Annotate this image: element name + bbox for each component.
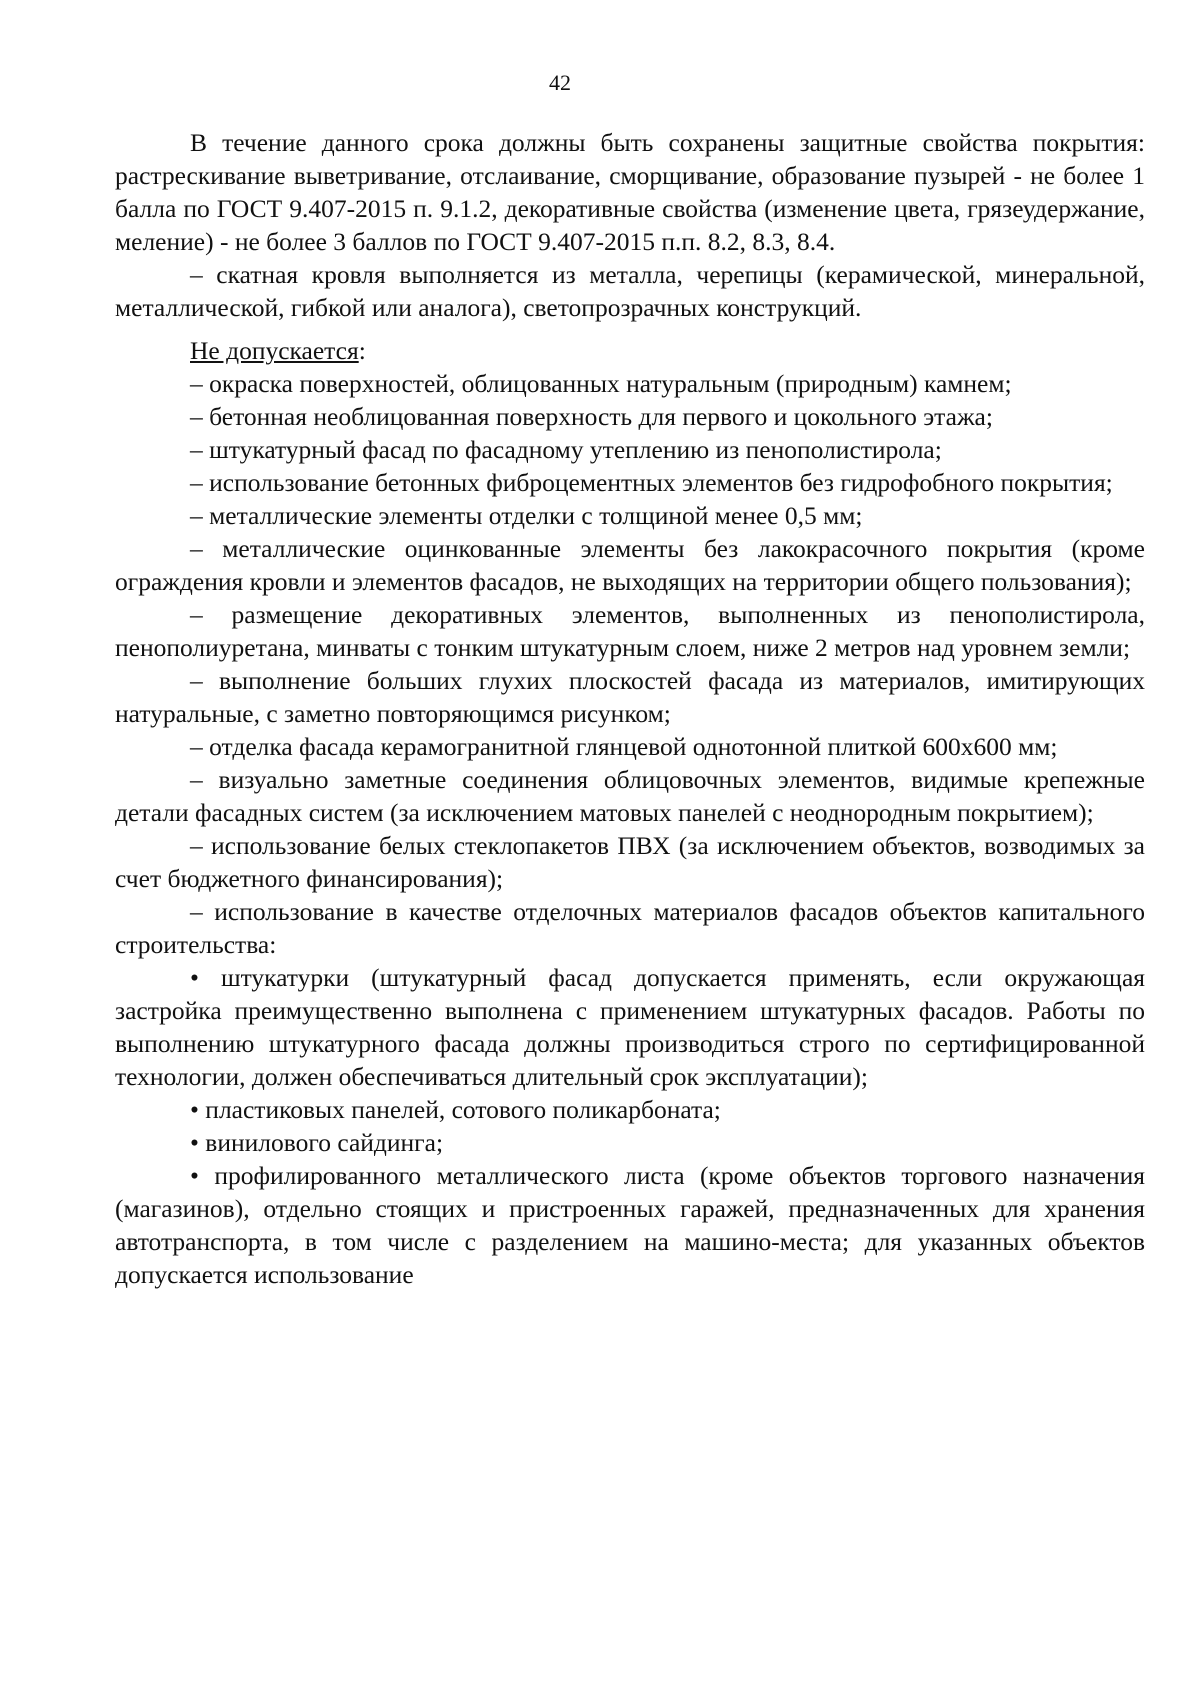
heading-colon: : <box>358 336 366 365</box>
list-item: – бетонная необлицованная поверхность для первого и цокольного этажа; <box>190 402 993 431</box>
paragraph: В течение данного срока должны быть сохранены защитные свойства покрытия: растрескивание выветривание, отслаивание, сморщивание, образование пузырей - не более 1 балла по ГОСТ 9.407-2015 п. 9.1.2, декоративные свойства (изменение цвета, грязеудержание, меление) - не более 3 баллов по ГОСТ 9.407-2015 п.п. 8.2, 8.3, 8.4. <box>115 128 1145 256</box>
heading-text: Не допускается <box>190 336 359 365</box>
list-item: – штукатурный фасад по фасадному утеплению из пенополистирола; <box>190 435 942 464</box>
paragraph: – скатная кровля выполняется из металла, черепицы (керамической, минеральной, металлической, гибкой или аналога), светопрозрачных конструкций. <box>115 260 1145 322</box>
list-item: – использование бетонных фиброцементных элементов без гидрофобного покрытия; <box>190 468 1113 497</box>
list-item: – размещение декоративных элементов, выполненных из пенополистирола, пенополиуретана, минваты с тонким штукатурным слоем, ниже 2 метров над уровнем земли; <box>115 600 1145 662</box>
list-item: – визуально заметные соединения облицовочных элементов, видимые крепежные детали фасадных систем (за исключением матовых панелей с неоднородным покрытием); <box>115 765 1145 827</box>
list-item: – отделка фасада керамогранитной глянцевой однотонной плиткой 600х600 мм; <box>190 732 1058 761</box>
bullet-item: • профилированного металлического листа (кроме объектов торгового назначения (магазинов), отдельно стоящих и пристроенных гаражей, предназначенных для хранения автотранспорта, в том числе с разделением на машино-места; для указанных объектов допускается использование <box>115 1161 1145 1289</box>
bullet-item: • пластиковых панелей, сотового поликарбоната; <box>190 1095 721 1124</box>
list-item: – выполнение больших глухих плоскостей фасада из материалов, имитирующих натуральные, с заметно повторяющимся рисунком; <box>115 666 1145 728</box>
list-item: – использование белых стеклопакетов ПВХ (за исключением объектов, возводимых за счет бюджетного финансирования); <box>115 831 1145 893</box>
list-item: – металлические элементы отделки с толщиной менее 0,5 мм; <box>190 501 863 530</box>
section-heading <box>115 334 1145 367</box>
list-item: – окраска поверхностей, облицованных натуральным (природным) камнем; <box>190 369 1012 398</box>
bullet-item: • штукатурки (штукатурный фасад допускается применять, если окружающая застройка преимущественно выполнена с применением штукатурных фасадов. Работы по выполнению штукатурного фасада должны производиться строго по сертифицированной технологии, должен обеспечиваться длительный срок эксплуатации); <box>115 963 1145 1091</box>
bullet-item: • винилового сайдинга; <box>190 1128 444 1157</box>
page-number: 42 <box>549 70 571 95</box>
document-body <box>115 126 1145 1291</box>
list-item: – металлические оцинкованные элементы без лакокрасочного покрытия (кроме ограждения кровли и элементов фасадов, не выходящих на территории общего пользования); <box>115 534 1145 596</box>
list-item: – использование в качестве отделочных материалов фасадов объектов капитального строительства: <box>115 897 1145 959</box>
